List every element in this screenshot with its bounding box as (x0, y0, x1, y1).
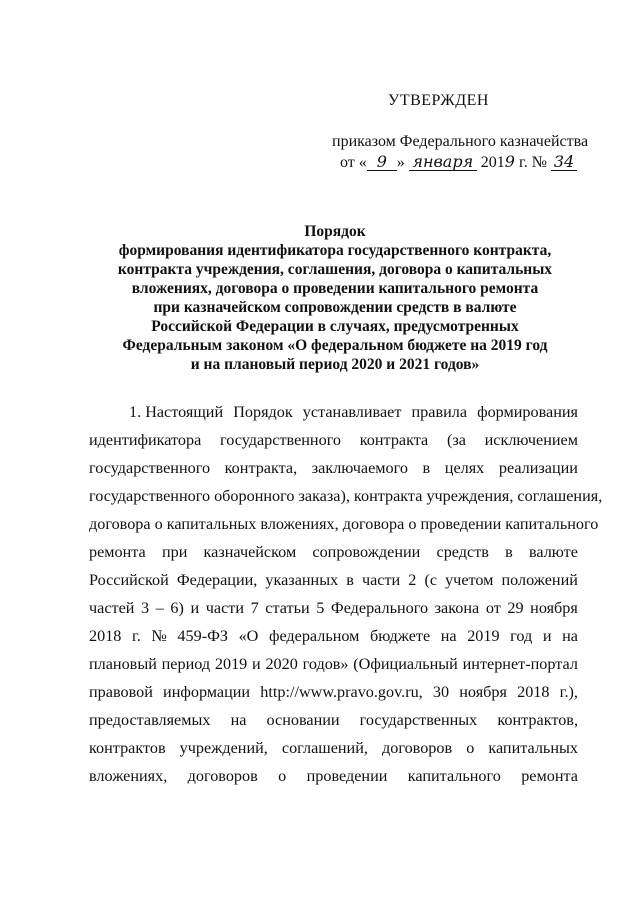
heading-line: и на плановый период 2020 и 2021 годов» (190, 356, 480, 373)
body-word: средств (436, 543, 489, 561)
body-word: от (485, 599, 501, 617)
body-word: правовой (89, 683, 153, 701)
body-word: капитальных (488, 739, 578, 757)
body-word: о (278, 767, 287, 785)
body-word: на (562, 627, 578, 645)
body-word: 30 (432, 683, 450, 701)
body-word: соглашений, (281, 739, 368, 757)
body-word: договоров (187, 767, 258, 785)
body-word: ремонта (89, 543, 146, 561)
body-word: информации (163, 683, 251, 701)
body-word: проведении (306, 767, 388, 785)
body-word: и (252, 655, 261, 673)
heading-line: формирования идентификатора государственного контракта, (118, 242, 552, 259)
body-word: 459-ФЗ (177, 627, 228, 645)
date-month-separator: » (396, 154, 405, 171)
body-word: в (422, 459, 431, 477)
body-word: федеральном (268, 627, 360, 645)
body-word: годов» (302, 655, 349, 673)
body-line (89, 398, 578, 426)
body-word: государственного (89, 459, 211, 477)
year-prefix: 201 (480, 154, 505, 171)
document-body (89, 398, 603, 790)
body-word: валюте (528, 543, 578, 561)
approval-order-line: приказом Федерального казначейства (332, 133, 589, 150)
body-line (89, 734, 578, 762)
body-line (89, 678, 578, 706)
body-word: и (190, 599, 200, 617)
handwritten-day: 9 (367, 154, 397, 171)
body-word: договоров (382, 739, 453, 757)
body-word: плановый (89, 655, 157, 673)
body-line (89, 762, 578, 790)
body-word: № (151, 627, 167, 645)
body-line (89, 538, 578, 566)
body-word: в (505, 543, 513, 561)
body-word: основании (266, 711, 340, 729)
body-line (89, 426, 578, 454)
document-heading (70, 222, 600, 374)
body-word: 2018 (89, 627, 122, 645)
body-word: 2 (408, 571, 417, 589)
body-word: бюджете (370, 627, 431, 645)
body-word: вложениях, (89, 767, 168, 785)
body-word: ноября (530, 599, 578, 617)
body-word: предоставляемых (89, 711, 211, 729)
date-prefix: от « (340, 154, 367, 171)
body-word: – (155, 599, 164, 617)
body-word: указанных (265, 571, 339, 589)
body-word: исключением (484, 431, 578, 449)
body-word: части (205, 599, 244, 617)
body-word: контрактов, (497, 711, 578, 729)
body-word: г.), (559, 683, 578, 701)
body-word: государственного (219, 431, 342, 449)
body-word: период (161, 655, 211, 673)
body-word: «О (238, 627, 259, 645)
body-line (89, 622, 578, 650)
body-word: http://www.pravo.gov.ru, (260, 683, 423, 701)
body-word: при (161, 543, 188, 561)
body-word: контрактов (89, 739, 166, 757)
body-word: устанавливает (302, 403, 402, 421)
body-word: на (440, 627, 457, 645)
body-word: интернет-портал (462, 655, 578, 673)
body-word: 5 (316, 599, 325, 617)
body-word: капитального (407, 767, 501, 785)
body-word: контракта (359, 431, 429, 449)
body-word: 2018 (517, 683, 550, 701)
body-word: государственных (359, 711, 478, 729)
body-word: заключаемого (311, 459, 408, 477)
body-word: Федерации, (176, 571, 258, 589)
body-word: реализации (498, 459, 578, 477)
body-word: 2019 (214, 655, 248, 673)
body-word: казначейском (203, 543, 297, 561)
body-word: учреждений, (179, 739, 268, 757)
body-word: ремонта (521, 767, 578, 785)
body-line (89, 594, 578, 622)
body-word: учетом (445, 571, 494, 589)
body-word: частей (89, 599, 135, 617)
heading-line: вложениях, договора о проведении капитального ремонта (131, 280, 539, 297)
body-word: 7 (250, 599, 259, 617)
handwritten-order-number: 34 (551, 154, 577, 171)
body-word: формирования (477, 403, 578, 421)
body-word: 2019 (467, 627, 500, 645)
body-word: (с (424, 571, 438, 589)
body-word: контракта, (224, 459, 298, 477)
body-word: статьи (265, 599, 310, 617)
body-word: Федерального (330, 599, 429, 617)
heading-line: Федеральным законом «О федеральном бюджете на 2019 год (122, 337, 548, 354)
body-word: Российской (89, 571, 169, 589)
body-word: год (510, 627, 533, 645)
approval-date-line (340, 154, 577, 172)
body-word: закона (434, 599, 480, 617)
body-word: и (542, 627, 552, 645)
body-word: ноября (459, 683, 507, 701)
body-word: целях (444, 459, 485, 477)
body-line (89, 650, 578, 678)
body-line (89, 706, 578, 734)
body-word: Порядок (233, 403, 293, 421)
heading-title: Порядок (304, 223, 366, 240)
body-word: 6) (170, 599, 184, 617)
approved-title: УТВЕРЖДЕН (388, 92, 489, 109)
heading-line: при казначейском сопровождении средств в валюте (153, 299, 517, 316)
body-word: в (346, 571, 354, 589)
body-word: на (230, 711, 247, 729)
body-word: договора о капитальных вложениях, договора о проведении капитального (89, 515, 599, 533)
body-word: г. (131, 627, 141, 645)
handwritten-year-suffix: 9 (504, 152, 515, 171)
body-word: 1. Настоящий (129, 403, 224, 421)
body-word: (за (446, 431, 466, 449)
body-word: идентификатора (89, 431, 202, 449)
body-word: о (466, 739, 475, 757)
body-line (89, 482, 603, 510)
body-word: части (361, 571, 401, 589)
body-word: 2020 (265, 655, 298, 673)
order-number-label: г. № (518, 154, 547, 171)
body-word: правила (411, 403, 468, 421)
body-word: сопровождении (312, 543, 421, 561)
handwritten-month: января (409, 154, 477, 171)
body-word: 3 (141, 599, 150, 617)
heading-line: контракта учреждения, соглашения, договора о капитальных (117, 261, 553, 278)
body-word: 29 (507, 599, 524, 617)
body-word: государственного оборонного заказа), контракта учреждения, соглашения, (89, 487, 603, 505)
body-word: (Официальный (353, 655, 458, 673)
heading-line: Российской Федерации в случаях, предусмотренных (151, 318, 519, 335)
body-line (89, 566, 578, 594)
body-word: положений (501, 571, 578, 589)
body-line (89, 454, 578, 482)
body-line (89, 510, 599, 538)
